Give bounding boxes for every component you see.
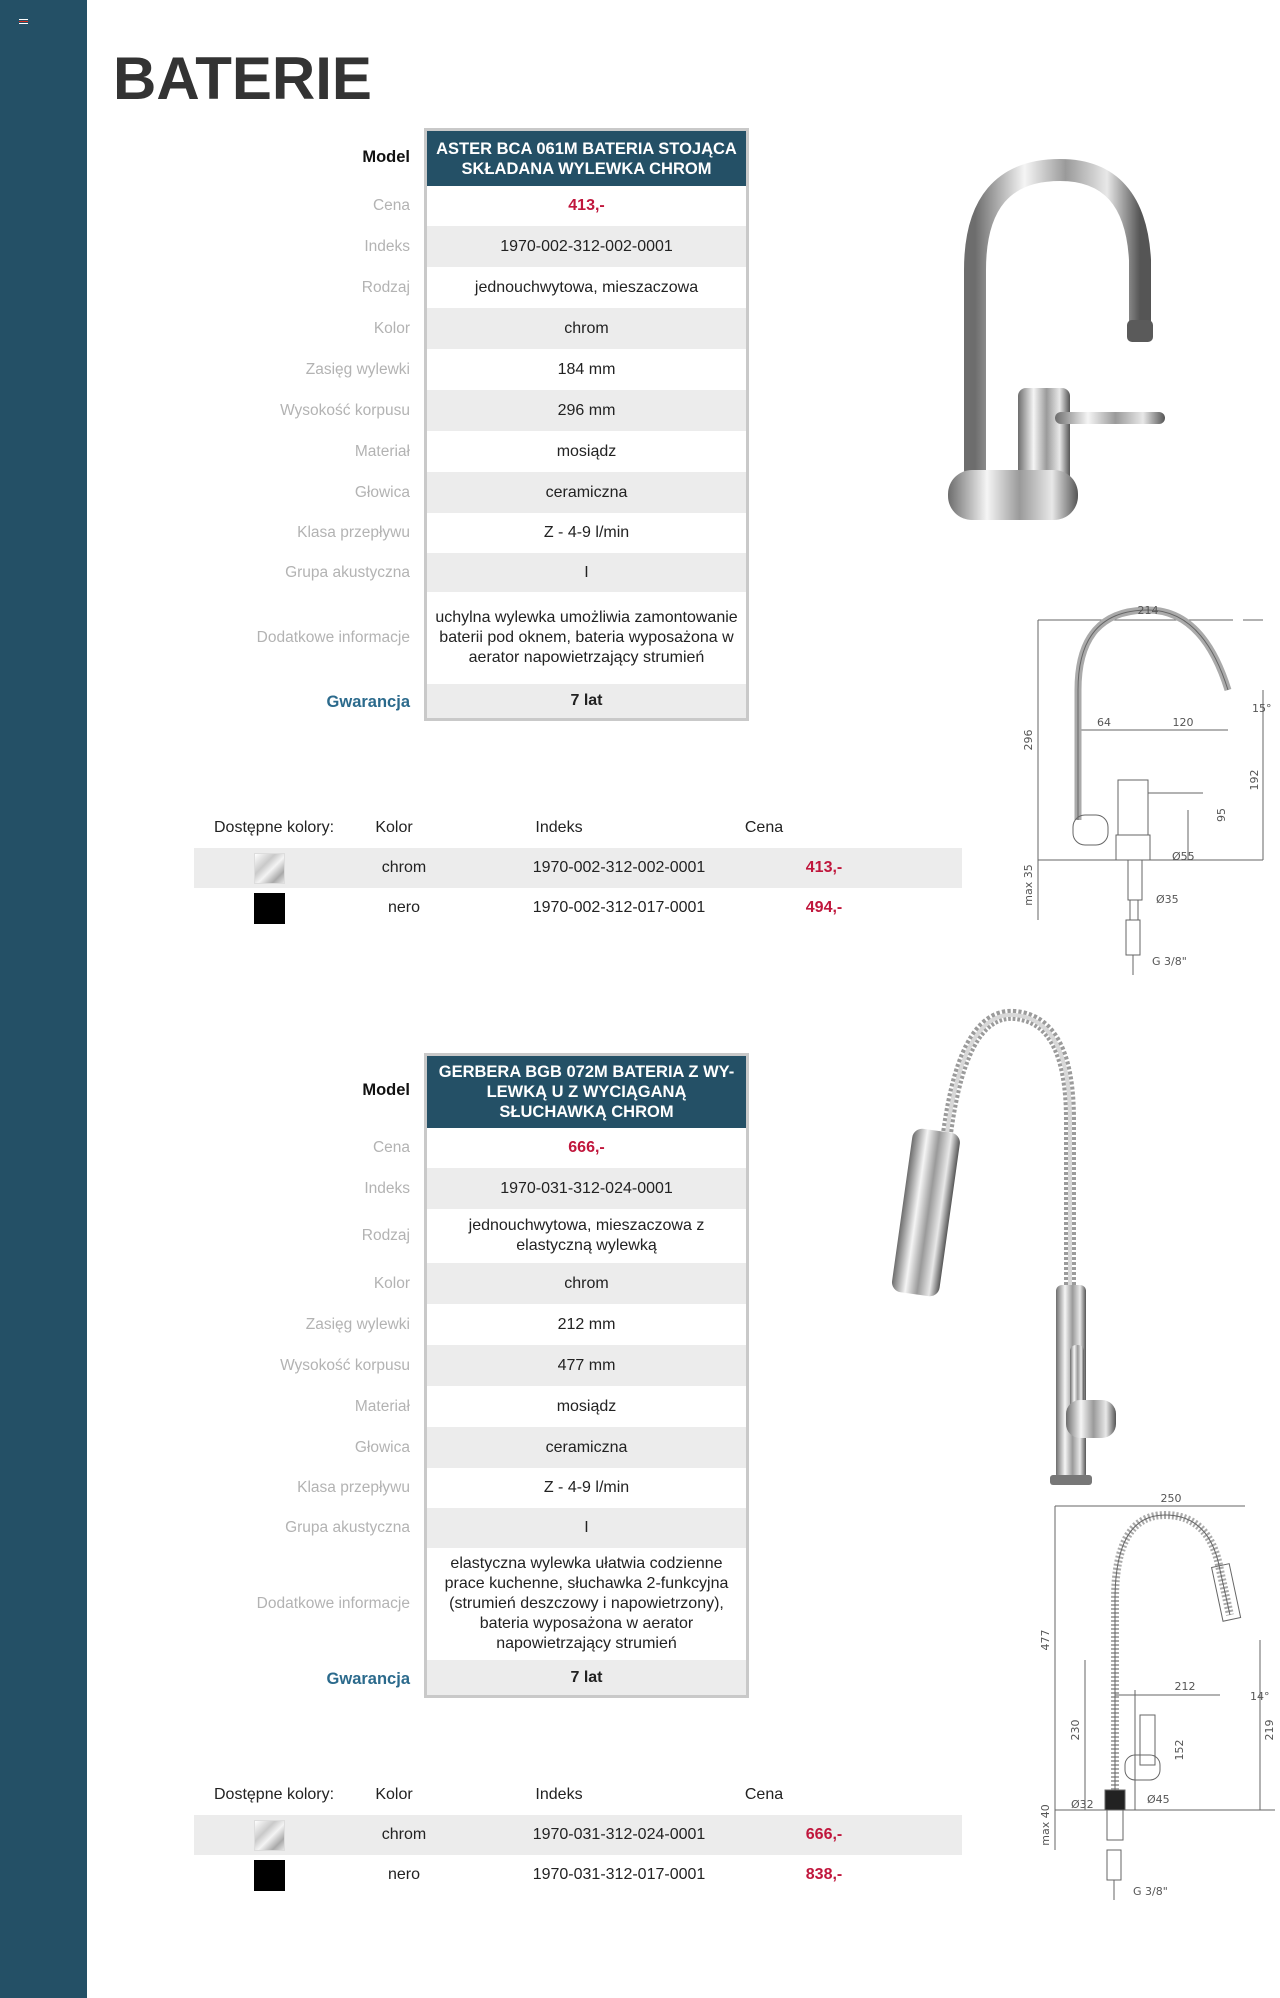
- spec-row: [218, 1427, 775, 1468]
- spec-row: [218, 1660, 775, 1698]
- spec-value: 296 mm: [424, 390, 749, 431]
- dim-label: 214: [1137, 604, 1159, 617]
- spec-label: Głowica: [354, 1438, 410, 1456]
- spec-row: [218, 513, 775, 553]
- dim-label: 230: [1069, 1719, 1082, 1741]
- spec-value: mosiądz: [424, 431, 749, 472]
- spec-value: 1970-002-312-002-0001: [424, 226, 749, 267]
- spec-value: jednouchwytowa, mieszaczowa: [424, 267, 749, 308]
- colors-table: [194, 808, 962, 928]
- spec-value: Z - 4-9 l/min: [424, 513, 749, 553]
- spec-value: uchylna wylewka umożliwia zamontowanie baterii pod oknem, bateria wyposażona w aerator napowietrzający strumień: [424, 592, 749, 684]
- dim-label: G 3/8": [1133, 1885, 1168, 1898]
- color-index: 1970-031-312-024-0001: [532, 1826, 706, 1843]
- color-name: chrom: [381, 1826, 427, 1843]
- spec-row: [218, 1304, 775, 1345]
- spec-row: [218, 1508, 775, 1548]
- nero-swatch: [254, 1860, 285, 1891]
- dim-label: 212: [1174, 1680, 1196, 1693]
- color-price: 666,-: [805, 1826, 843, 1843]
- dim-label: 64: [1097, 716, 1111, 729]
- spec-label: Zasięg wylewki: [305, 360, 410, 378]
- spec-row: [218, 349, 775, 390]
- model-label: Model: [362, 1081, 410, 1099]
- warranty-value: 7 lat: [424, 684, 749, 721]
- spec-row: [218, 1263, 775, 1304]
- spec-row: [218, 1468, 775, 1508]
- spec-row: [218, 592, 775, 684]
- colors-label: Dostępne kolory:: [214, 819, 335, 836]
- spec-row: [218, 390, 775, 431]
- header-kolor: Kolor: [375, 1786, 413, 1803]
- dim-label: 219: [1263, 1719, 1276, 1741]
- color-row: [194, 1815, 962, 1855]
- dim-label: max 35: [1022, 864, 1035, 906]
- spec-row-model: [218, 128, 775, 186]
- spec-value: ceramiczna: [424, 472, 749, 513]
- spec-label: Rodzaj: [361, 278, 410, 296]
- nero-swatch: [254, 893, 285, 924]
- spec-value: 1970-031-312-024-0001: [424, 1168, 749, 1209]
- spec-label: Grupa akustyczna: [285, 563, 410, 581]
- spec-value: Z - 4-9 l/min: [424, 1468, 749, 1508]
- spec-row: [218, 1128, 775, 1168]
- colors-header: [194, 808, 962, 848]
- header-indeks: Indeks: [535, 1786, 583, 1803]
- dim-label: 152: [1173, 1739, 1186, 1761]
- swatch-cell: [194, 1820, 324, 1851]
- spec-label: Klasa przepływu: [297, 524, 410, 541]
- spec-label: Cena: [372, 197, 410, 214]
- color-row: [194, 888, 962, 928]
- spec-label: Kolor: [373, 1274, 410, 1292]
- spec-row: [218, 308, 775, 349]
- color-index: 1970-002-312-002-0001: [532, 859, 706, 876]
- dim-label: 192: [1248, 769, 1261, 791]
- colors-label: Dostępne kolory:: [214, 1786, 335, 1803]
- spec-value: ceramiczna: [424, 1427, 749, 1468]
- warranty-label: Gwarancja: [326, 693, 410, 711]
- dim-label: Ø35: [1156, 893, 1179, 906]
- spec-label: Zasięg wylewki: [305, 1315, 410, 1333]
- technical-drawing: [1035, 1490, 1280, 1910]
- spec-table: [218, 128, 775, 721]
- swatch-cell: [194, 853, 324, 884]
- page-title: BATERIE: [113, 45, 372, 112]
- spec-label: Wysokość korpusu: [280, 1356, 410, 1374]
- dim-label: 14°: [1250, 1690, 1270, 1703]
- color-name: nero: [387, 1866, 421, 1883]
- warranty-label: Gwarancja: [326, 1669, 410, 1688]
- spec-row: [218, 226, 775, 267]
- color-name: nero: [387, 899, 421, 916]
- spec-row: [218, 684, 775, 721]
- technical-drawing: [1018, 590, 1280, 980]
- model-name: ASTER BCA 061M BATERIA STOJĄCA SKŁADANA WYLEWKA CHROM: [424, 128, 749, 186]
- chrom-swatch: [254, 1820, 285, 1851]
- dim-label: max 40: [1039, 1804, 1052, 1846]
- dim-label: G 3/8": [1152, 955, 1187, 968]
- spec-table: [218, 1053, 775, 1698]
- spec-label: Cena: [372, 1139, 410, 1156]
- spec-row: [218, 1209, 775, 1263]
- dim-label: Ø32: [1071, 1798, 1094, 1811]
- faucet-photo: [930, 150, 1170, 530]
- spec-label: Dodatkowe informacje: [256, 629, 410, 646]
- color-row: [194, 1855, 962, 1895]
- dim-label: 477: [1039, 1629, 1052, 1651]
- warranty-value: 7 lat: [424, 1660, 749, 1698]
- spec-value: 413,-: [424, 186, 749, 226]
- spec-value: chrom: [424, 308, 749, 349]
- spec-value: chrom: [424, 1263, 749, 1304]
- swatch-cell: [194, 1860, 324, 1891]
- dim-label: Ø45: [1147, 1793, 1170, 1806]
- spec-label: Kolor: [373, 319, 410, 337]
- spec-label: Rodzaj: [361, 1227, 410, 1244]
- spec-label: Głowica: [354, 483, 410, 501]
- spec-label: Grupa akustyczna: [285, 1519, 410, 1536]
- spec-row: [218, 1345, 775, 1386]
- spec-label: Klasa przepływu: [297, 1479, 410, 1496]
- spec-row: [218, 1168, 775, 1209]
- spec-row: [218, 1386, 775, 1427]
- color-row: [194, 848, 962, 888]
- colors-table: [194, 1775, 962, 1895]
- spec-value: I: [424, 553, 749, 592]
- spec-label: Wysokość korpusu: [280, 401, 410, 419]
- spec-value: 184 mm: [424, 349, 749, 390]
- spec-row: [218, 472, 775, 513]
- color-name: chrom: [381, 859, 427, 876]
- spec-label: Materiał: [354, 1397, 410, 1415]
- spec-row: [218, 186, 775, 226]
- spec-value: jednouchwytowa, mieszaczowa z elastyczną wylewką: [424, 1209, 749, 1263]
- dim-label: 296: [1022, 729, 1035, 751]
- color-price: 413,-: [805, 859, 843, 876]
- color-price: 838,-: [805, 1866, 843, 1883]
- header-cena: Cena: [744, 1786, 784, 1803]
- spec-value: 212 mm: [424, 1304, 749, 1345]
- sidebar: [0, 0, 87, 1998]
- spec-value: 477 mm: [424, 1345, 749, 1386]
- spec-row-model: [218, 1053, 775, 1128]
- spec-label: Dodatkowe informacje: [256, 1595, 410, 1612]
- colors-header: [194, 1775, 962, 1815]
- header-cena: Cena: [744, 819, 784, 836]
- spec-label: Indeks: [364, 237, 410, 255]
- spec-label: Indeks: [364, 1179, 410, 1197]
- spec-row: [218, 267, 775, 308]
- header-kolor: Kolor: [375, 819, 413, 836]
- flag-icon: [19, 19, 28, 26]
- dim-label: Ø55: [1172, 850, 1195, 863]
- spec-value: 666,-: [424, 1128, 749, 1168]
- spec-row: [218, 553, 775, 592]
- dim-label: 250: [1160, 1492, 1182, 1505]
- header-indeks: Indeks: [535, 819, 583, 836]
- model-label: Model: [362, 147, 410, 166]
- color-index: 1970-031-312-017-0001: [532, 1866, 706, 1883]
- faucet-photo: [880, 1000, 1140, 1490]
- dim-label: 95: [1215, 808, 1228, 822]
- spec-value: I: [424, 1508, 749, 1548]
- dim-label: 120: [1172, 716, 1194, 729]
- color-price: 494,-: [805, 899, 843, 916]
- spec-value: mosiądz: [424, 1386, 749, 1427]
- dim-label: 15°: [1252, 702, 1272, 715]
- spec-row: [218, 431, 775, 472]
- swatch-cell: [194, 893, 324, 924]
- model-name: GERBERA BGB 072M BATERIA Z WY-LEWKĄ U Z WYCIĄGANĄ SŁUCHAWKĄ CHROM: [424, 1053, 749, 1128]
- chrom-swatch: [254, 853, 285, 884]
- color-index: 1970-002-312-017-0001: [532, 899, 706, 916]
- spec-row: [218, 1548, 775, 1660]
- spec-label: Materiał: [354, 442, 410, 460]
- spec-value: elastyczna wylewka ułatwia codzienne prace kuchenne, słuchawka 2-funkcyjna (strumień deszczowy i napowietrzony), bateria wyposażona w aerator napowietrzający strumień: [424, 1548, 749, 1660]
